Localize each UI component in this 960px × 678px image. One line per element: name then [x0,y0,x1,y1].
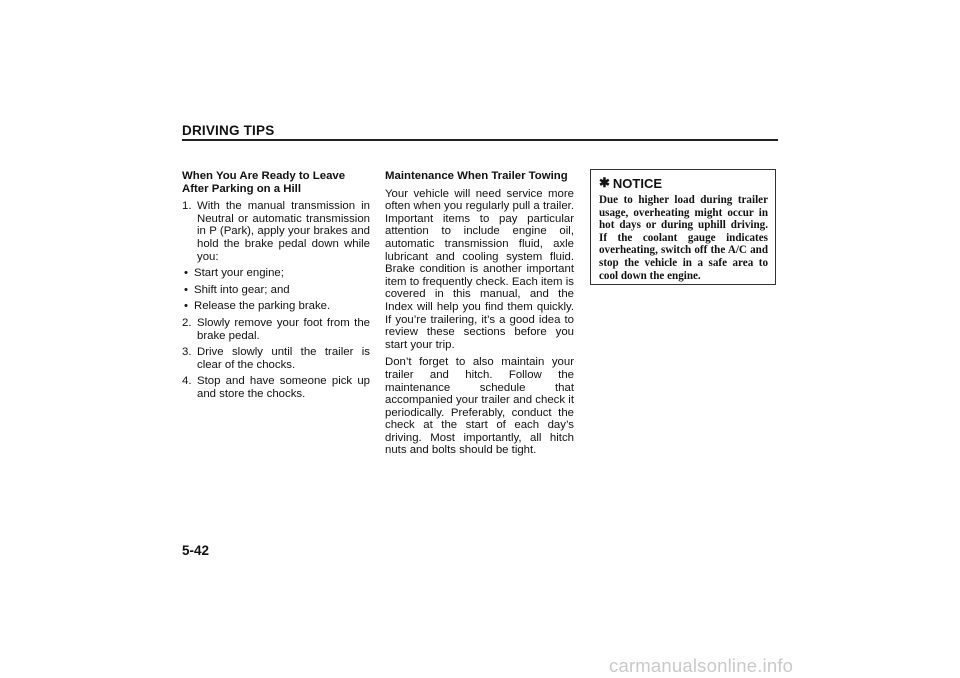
list-marker: 3. [182,346,192,359]
list-text: With the manual transmission in Neutral or automatic transmission in P (Park), apply your brakes and hold the brake pedal down while you: [197,200,370,263]
list-text: Drive slowly until the trailer is clear of the chocks. [197,346,370,371]
left-column [182,170,370,405]
notice-header [599,175,768,191]
section-title: DRIVING TIPS [182,123,275,138]
middle-heading: Maintenance When Trailer Towing [385,170,568,182]
list-marker: 2. [182,316,192,329]
list-text: Start your engine; [194,267,284,280]
list-item [182,375,370,400]
list-text: Stop and have someone pick up and store the chocks. [197,375,370,400]
list-marker: 4. [182,375,192,388]
paragraph: Don’t forget to also maintain your trailer and hitch. Follow the maintenance schedule that accompanied your trailer and check it periodically. Preferably, conduct the check at the start of each day’s driving. Most importantly, all hitch nuts and bolts should be tight. [385,356,574,457]
list-item [182,346,370,371]
notice-title: NOTICE [612,175,663,191]
middle-column [385,170,574,462]
list-item [182,317,370,342]
list-item [182,267,370,280]
bullet-icon: • [184,267,188,280]
paragraph: Your vehicle will need service more often when you regularly pull a trailer. Important items to pay particular attention to include engine oil, automatic transmission fluid, axle lubricant and cooling system fluid. Brake condition is another important item to frequently check. Each item is covered in this manual, and the Index will help you find them quickly. If you’re trailering, it’s a good idea to review these sections before you start your trip. [385,187,574,351]
list-item [182,200,370,263]
notice-box [590,169,776,285]
notice-body: Due to higher load during trailer usage, overheating might occur in hot days or during uphill driving. If the coolant gauge indicates overheating, switch off the A/C and stop the vehicle in a safe area to cool down the engine. [599,194,768,282]
list-text: Release the parking brake. [194,300,331,313]
page-number: 5-42 [182,543,210,558]
list-text: Slowly remove your foot from the brake pedal. [197,316,370,342]
list-marker: 1. [182,200,192,213]
list-item [182,300,370,313]
left-heading: When You Are Ready to Leave After Parking on a Hill [182,170,346,195]
watermark: carmanualsonline.info [609,655,794,676]
list-text: Shift into gear; and [194,283,290,296]
star-icon: ✱ [599,175,610,190]
list-item [182,284,370,297]
header-divider [182,139,778,141]
bullet-icon: • [184,300,188,313]
bullet-icon: • [184,283,188,296]
